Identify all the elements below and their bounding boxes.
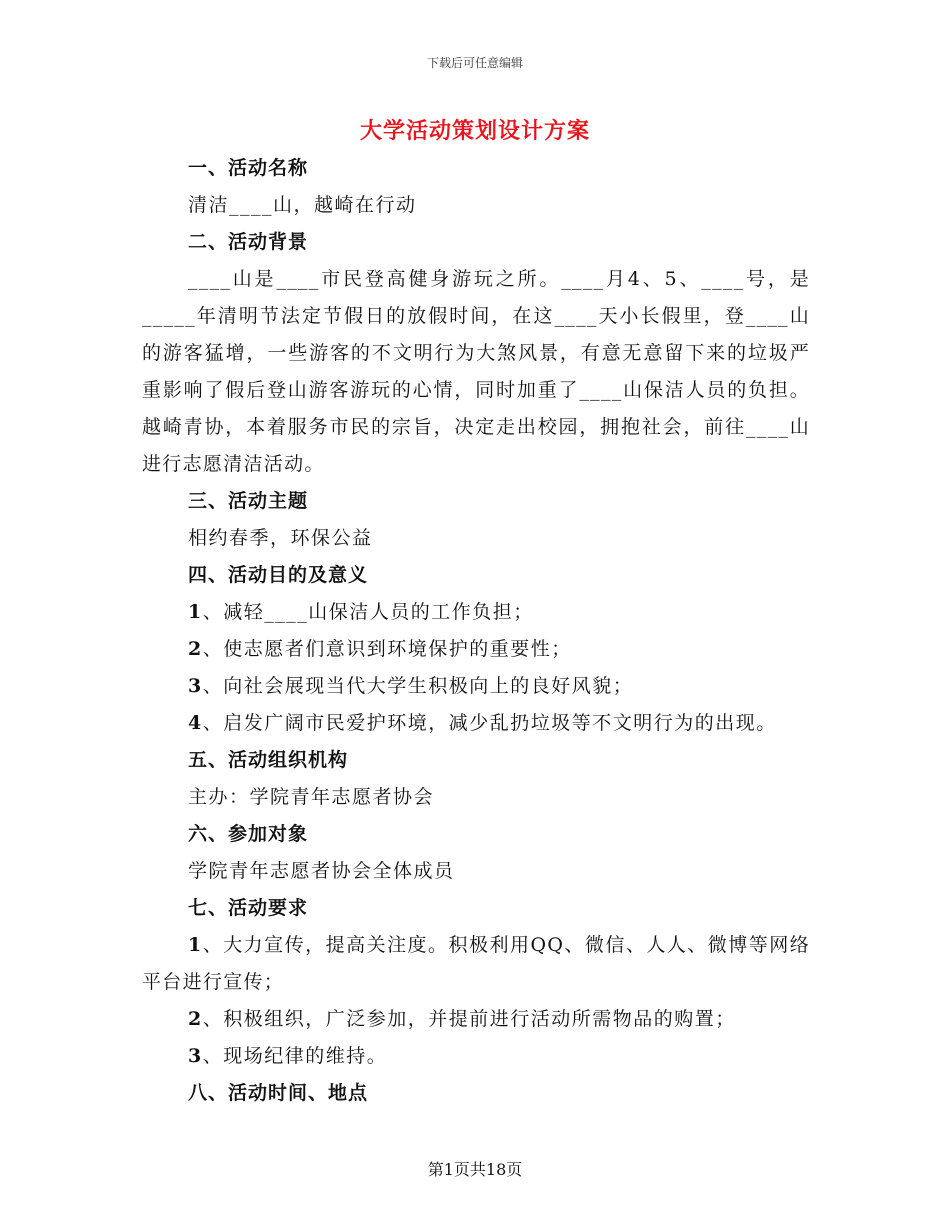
requirement-item — [142, 1001, 810, 1038]
purpose-item-text: 、向社会展现当代大学生积极向上的良好风貌； — [202, 675, 634, 697]
section-heading-theme: 三、活动主题 — [188, 490, 309, 512]
requirement-item — [142, 927, 810, 1001]
section-heading-organization: 五、活动组织机构 — [188, 749, 349, 771]
requirement-item-number: 1 — [188, 934, 203, 956]
section-heading-activity-name: 一、活动名称 — [188, 157, 309, 179]
purpose-item — [142, 668, 810, 705]
purpose-item-text: 、减轻____山保洁人员的工作负担； — [202, 601, 534, 623]
purpose-item — [142, 594, 810, 631]
purpose-item-number: 2 — [188, 638, 203, 660]
purpose-item-number: 4 — [188, 712, 203, 734]
header-note: 下载后可任意编辑 — [426, 56, 523, 70]
section-heading-purpose: 四、活动目的及意义 — [188, 564, 369, 586]
participants-text: 学院青年志愿者协会全体成员 — [188, 860, 455, 882]
section-heading-time-place: 八、活动时间、地点 — [188, 1082, 369, 1104]
requirement-item-text: 、大力宣传，提高关注度。积极利用QQ、微信、人人、微博等网络平台进行宣传； — [142, 934, 810, 993]
requirement-item-text: 、现场纪律的维持。 — [202, 1045, 388, 1067]
document-title: 大学活动策划设计方案 — [359, 118, 590, 144]
organization-text: 主办：学院青年志愿者协会 — [188, 786, 435, 808]
requirement-item-number: 2 — [188, 1008, 203, 1030]
purpose-item-text: 、使志愿者们意识到环境保护的重要性； — [202, 638, 572, 660]
purpose-item-number: 1 — [188, 601, 203, 623]
purpose-item-number: 3 — [188, 675, 203, 697]
purpose-item-text: 、启发广阔市民爱护环境，减少乱扔垃圾等不文明行为的出现。 — [202, 712, 777, 734]
requirement-item-text: 、积极组织，广泛参加，并提前进行活动所需物品的购置； — [202, 1008, 736, 1030]
document-body — [142, 150, 810, 1112]
purpose-item — [142, 631, 810, 668]
activity-name-text: 清洁____山，越崎在行动 — [188, 194, 417, 216]
purpose-item — [142, 705, 810, 742]
section-heading-background: 二、活动背景 — [188, 231, 309, 253]
theme-text: 相约春季，环保公益 — [188, 527, 373, 549]
requirement-item-number: 3 — [188, 1045, 203, 1067]
section-heading-requirements: 七、活动要求 — [188, 897, 309, 919]
background-paragraph: ____山是____市民登高健身游玩之所。____月4、5、____号，是_____年清明节法定节假日的放假时间，在这____天小长假里，登____山的游客猛增，一些游客的不文明行为大煞风景，有意无意留下来的垃圾严重影响了假后登山游客游玩的心情，同时加重了____山保洁人员的负担。越崎青协，本着服务市民的宗旨，决定走出校园，拥抱社会，前往____山进行志愿清洁活动。 — [142, 268, 810, 475]
requirement-item — [142, 1038, 810, 1075]
page-footer: 第1页共18页 — [427, 1160, 523, 1179]
section-heading-participants: 六、参加对象 — [188, 823, 309, 845]
